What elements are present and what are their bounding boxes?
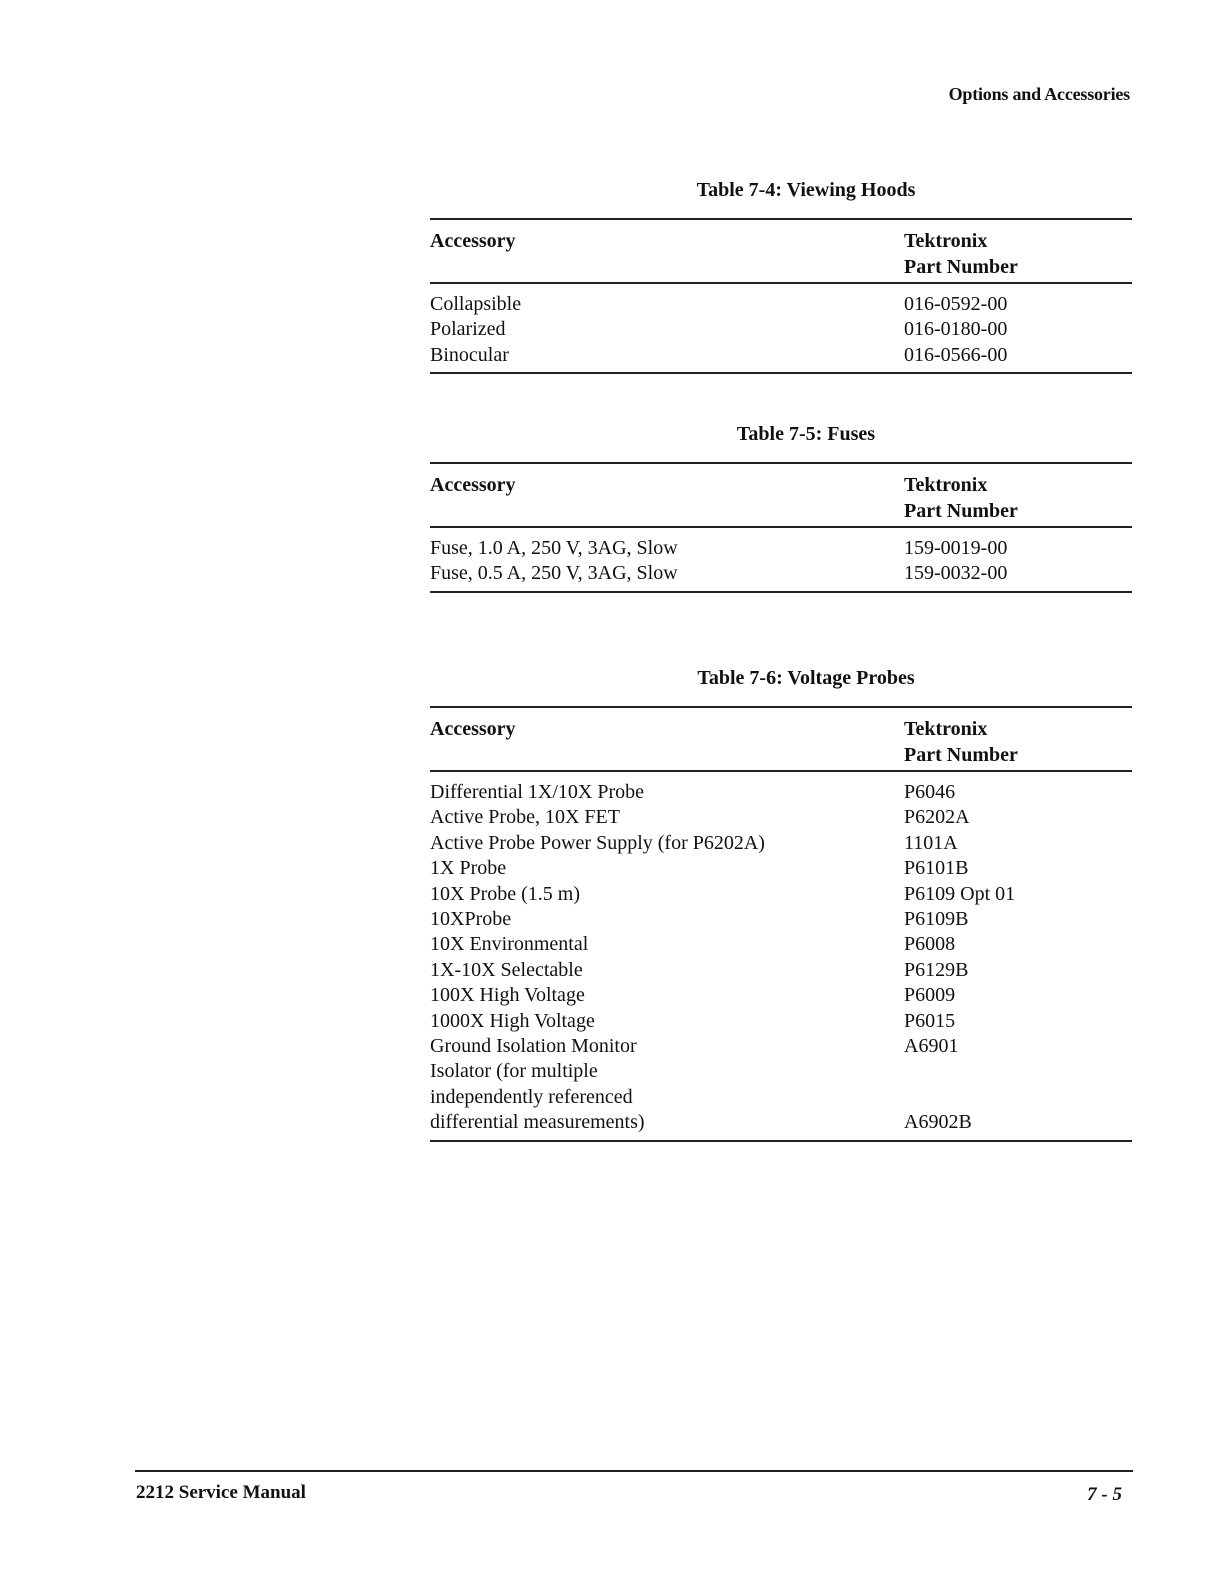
accessory-cell: 10X Environmental xyxy=(430,933,589,956)
part-cell: 016-0566-00 xyxy=(904,343,1008,366)
table-row xyxy=(430,958,1132,983)
header-part-line2: Part Number xyxy=(904,500,1018,522)
part-cell: A6901 xyxy=(904,1035,959,1058)
table-row xyxy=(430,561,1132,586)
header-accessory: Accessory xyxy=(430,230,516,252)
table-row xyxy=(430,780,1132,805)
table-row xyxy=(430,536,1132,561)
accessory-cell: 1X Probe xyxy=(430,857,507,880)
accessory-cell: Ground Isolation Monitor xyxy=(430,1035,637,1058)
footer-manual-title: 2212 Service Manual xyxy=(136,1482,306,1503)
part-cell: P6009 xyxy=(904,984,956,1007)
table-body xyxy=(430,528,1132,593)
header-accessory: Accessory xyxy=(430,474,516,496)
header-part-number xyxy=(904,228,1018,280)
accessory-line: differential measurements) xyxy=(430,1111,645,1134)
part-cell: 159-0019-00 xyxy=(904,537,1008,559)
accessory-cell: 1000X High Voltage xyxy=(430,1009,595,1032)
header-part-line1: Tektronix xyxy=(904,230,988,252)
accessory-cell: 10X Probe (1.5 m) xyxy=(430,882,580,905)
part-cell: 016-0180-00 xyxy=(904,318,1008,341)
footer-rule xyxy=(135,1470,1133,1472)
part-cell: P6109 Opt 01 xyxy=(904,882,1016,905)
table-viewing-hoods xyxy=(430,178,1132,374)
table-row xyxy=(430,932,1132,957)
part-cell: P6015 xyxy=(904,1009,956,1032)
table-caption: Table 7-6: Voltage Probes xyxy=(697,667,915,689)
part-cell: P6129B xyxy=(904,958,969,981)
table-caption: Table 7-4: Viewing Hoods xyxy=(696,179,916,201)
accessory-cell: Active Probe, 10X FET xyxy=(430,806,620,829)
header-part-line1: Tektronix xyxy=(904,718,988,740)
table-row xyxy=(430,292,1132,317)
accessory-line: independently referenced xyxy=(430,1085,633,1108)
table-row xyxy=(430,907,1132,932)
accessory-cell: Polarized xyxy=(430,318,506,341)
accessory-cell: Differential 1X/10X Probe xyxy=(430,781,645,803)
table-row xyxy=(430,343,1132,368)
part-cell: A6902B xyxy=(904,1111,972,1134)
table-header xyxy=(430,220,1132,284)
table-row xyxy=(430,856,1132,881)
accessory-cell: 10XProbe xyxy=(430,908,512,931)
part-cell: P6046 xyxy=(904,781,956,803)
table-row xyxy=(430,1034,1132,1059)
table-row xyxy=(430,1009,1132,1034)
table-row xyxy=(430,1059,1132,1135)
table-body xyxy=(430,284,1132,374)
table-row xyxy=(430,983,1132,1008)
part-cell: P6202A xyxy=(904,806,970,829)
section-title: Options and Accessories xyxy=(948,84,1130,104)
part-cell: P6008 xyxy=(904,933,956,956)
table-header xyxy=(430,708,1132,772)
accessory-cell xyxy=(430,1059,904,1135)
table-caption: Table 7-5: Fuses xyxy=(736,423,876,445)
part-cell: P6101B xyxy=(904,857,969,880)
accessory-cell: 100X High Voltage xyxy=(430,984,585,1007)
header-part-number xyxy=(904,716,1018,768)
header-part-line2: Part Number xyxy=(904,256,1018,278)
header-part-line1: Tektronix xyxy=(904,474,988,496)
part-cell: 1101A xyxy=(904,831,958,854)
table-body xyxy=(430,772,1132,1142)
accessory-cell: 1X-10X Selectable xyxy=(430,958,583,981)
table-voltage-probes xyxy=(430,666,1132,1142)
table-fuses xyxy=(430,422,1132,593)
accessory-cell: Active Probe Power Supply (for P6202A) xyxy=(430,831,765,854)
table-row xyxy=(430,317,1132,342)
footer-page-number: 7 - 5 xyxy=(1087,1484,1122,1505)
accessory-cell: Binocular xyxy=(430,343,509,366)
accessory-line: Isolator (for multiple xyxy=(430,1060,598,1083)
header-part-number xyxy=(904,472,1018,524)
part-cell: 016-0592-00 xyxy=(904,293,1008,315)
accessory-cell: Collapsible xyxy=(430,293,522,315)
header-accessory: Accessory xyxy=(430,718,516,740)
table-row xyxy=(430,805,1132,830)
header-part-line2: Part Number xyxy=(904,744,1018,766)
table-header xyxy=(430,464,1132,528)
accessory-cell: Fuse, 1.0 A, 250 V, 3AG, Slow xyxy=(430,537,678,559)
table-row xyxy=(430,831,1132,856)
part-cell: 159-0032-00 xyxy=(904,562,1008,585)
accessory-cell: Fuse, 0.5 A, 250 V, 3AG, Slow xyxy=(430,562,678,585)
table-row xyxy=(430,882,1132,907)
part-cell: P6109B xyxy=(904,908,969,931)
